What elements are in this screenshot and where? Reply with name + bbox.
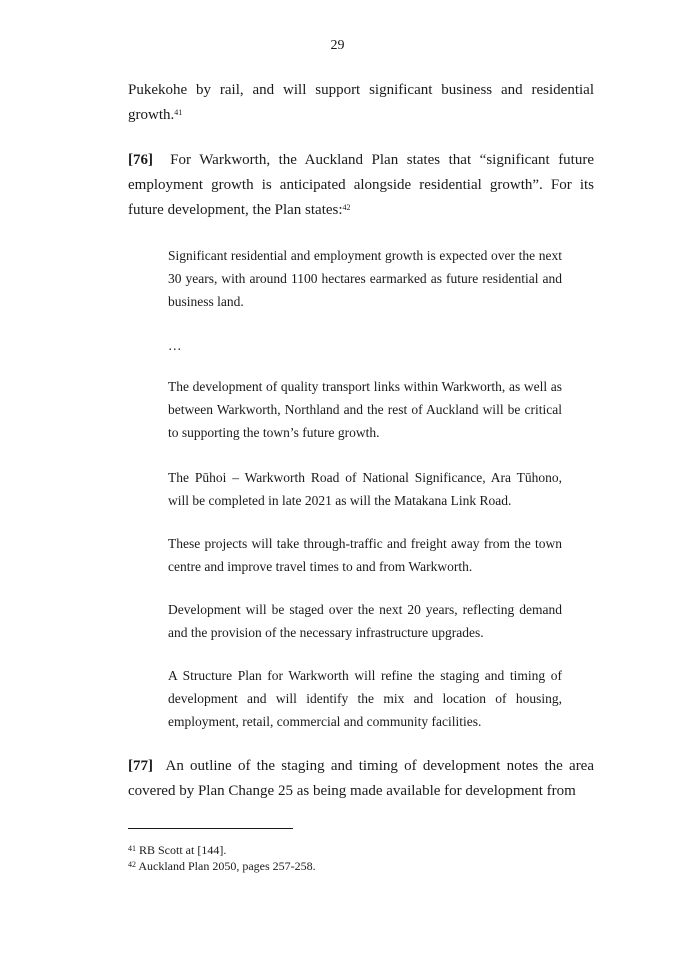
paragraph-line: Pukekohe by rail, and will support significant business and residential bbox=[128, 82, 594, 98]
footnote-number: 41 bbox=[128, 844, 136, 853]
footnote-text: RB Scott at [144]. bbox=[139, 843, 227, 857]
page-number: 29 bbox=[330, 38, 345, 53]
block-quote-paragraph: These projects will take through-traffic and freight away from the town centre and improve travel times to and from Warkworth. bbox=[168, 536, 562, 574]
block-quote-ellipsis: … bbox=[168, 338, 182, 353]
footnote-reference[interactable]: 42 bbox=[342, 203, 351, 212]
paragraph-text: An outline of the staging and timing of development notes the area covered by Plan Change 25 as being made available for development from bbox=[128, 758, 594, 799]
block-quote-paragraph: A Structure Plan for Warkworth will refine the staging and timing of development and will identify the mix and location of housing, employment, retail, commercial and community facilities. bbox=[168, 668, 562, 729]
block-quote-paragraph: The Pūhoi – Warkworth Road of National Significance, Ara Tūhono, will be completed in late 2021 as will the Matakana Link Road. bbox=[168, 470, 562, 508]
block-quote-paragraph: Development will be staged over the next 20 years, reflecting demand and the provision of the necessary infrastructure upgrades. bbox=[168, 602, 562, 640]
paragraph-line bbox=[128, 103, 594, 128]
paragraph-number: [76] bbox=[128, 152, 153, 168]
footnote-divider bbox=[128, 828, 293, 829]
paragraph-text: For Warkworth, the Auckland Plan states that “significant future employment growth is anticipated alongside residential growth”. For its future development, the Plan states: bbox=[128, 152, 595, 218]
paragraph-number: [77] bbox=[128, 758, 153, 774]
block-quote-paragraph: The development of quality transport links within Warkworth, as well as between Warkworth, Northland and the rest of Auckland will be critical to supporting the town’s future growth. bbox=[168, 379, 562, 440]
block-quote-paragraph: Significant residential and employment growth is expected over the next 30 years, with around 1100 hectares earmarked as future residential and business land. bbox=[168, 248, 562, 309]
paragraph-text: growth. bbox=[128, 107, 175, 123]
footnote-reference[interactable]: 41 bbox=[174, 108, 183, 117]
footnote bbox=[128, 858, 316, 874]
footnote-text: Auckland Plan 2050, pages 257-258. bbox=[138, 859, 316, 873]
paragraph-77 bbox=[128, 754, 594, 804]
footnote-number: 42 bbox=[128, 860, 136, 869]
footnote bbox=[128, 842, 226, 858]
paragraph-76 bbox=[128, 148, 594, 223]
paragraph-continued bbox=[128, 78, 594, 128]
